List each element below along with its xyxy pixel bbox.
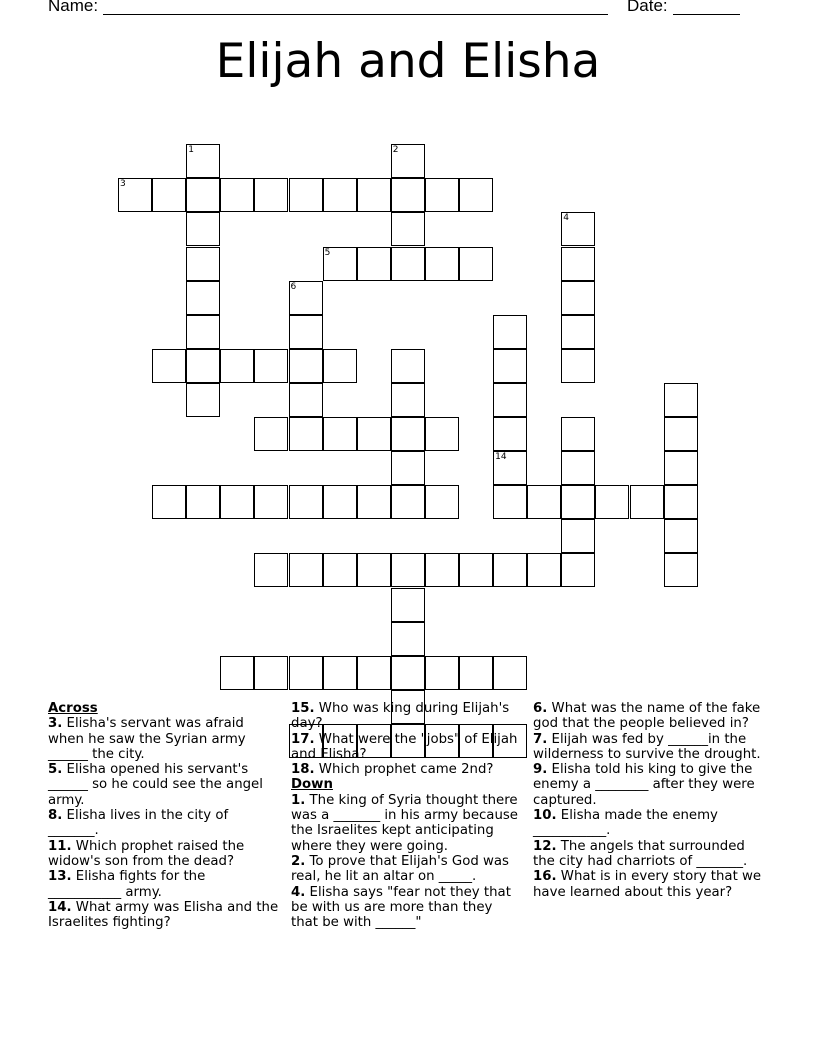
clue-item-text: To prove that Elijah's God was real, he lit an altar on _____. bbox=[291, 853, 509, 885]
crossword-cell[interactable] bbox=[186, 349, 220, 383]
crossword-cell[interactable] bbox=[561, 281, 595, 315]
crossword-cell[interactable] bbox=[357, 247, 391, 281]
clue-item-number: 2. bbox=[291, 853, 306, 869]
clue-number: 3 bbox=[120, 179, 126, 190]
clue-item bbox=[291, 701, 523, 732]
crossword-cell[interactable] bbox=[391, 656, 425, 690]
crossword-cell[interactable] bbox=[323, 656, 357, 690]
crossword-cell[interactable] bbox=[493, 656, 527, 690]
clue-item-text: Elisha fights for the ___________ army. bbox=[48, 869, 206, 900]
clue-item-number: 18. bbox=[291, 762, 315, 778]
crossword-cell[interactable] bbox=[493, 553, 527, 587]
clue-item-text: What army was Elisha and the Israelites fighting? bbox=[48, 899, 279, 931]
crossword-cell[interactable] bbox=[561, 519, 595, 553]
crossword-cell[interactable] bbox=[664, 383, 698, 417]
crossword-cell[interactable] bbox=[493, 349, 527, 383]
clue-item bbox=[533, 808, 769, 839]
clue-item-text: Elisha told his king to give the enemy a ________ after they were captured. bbox=[533, 762, 755, 808]
clue-number: 14 bbox=[495, 452, 507, 463]
crossword-cell[interactable] bbox=[357, 553, 391, 587]
crossword-cell[interactable] bbox=[152, 349, 186, 383]
clue-item-text: Elisha lives in the city of _______. bbox=[48, 808, 229, 839]
clue-item-number: 9. bbox=[533, 762, 548, 778]
crossword-cell[interactable] bbox=[459, 656, 493, 690]
clue-item bbox=[533, 732, 769, 763]
page-title: Elijah and Elisha bbox=[215, 34, 601, 89]
crossword-cell[interactable] bbox=[391, 417, 425, 451]
clue-number: 2 bbox=[392, 145, 399, 156]
clue-item-number: 11. bbox=[48, 838, 72, 854]
clue-item-number: 10. bbox=[533, 808, 557, 824]
crossword-cell[interactable] bbox=[357, 178, 391, 212]
crossword-cell[interactable] bbox=[493, 383, 527, 417]
crossword-cell[interactable] bbox=[323, 349, 357, 383]
crossword-cell[interactable] bbox=[459, 553, 493, 587]
clue-item-text: Who was king during Elijah's day? bbox=[291, 701, 510, 732]
crossword-cell[interactable] bbox=[664, 417, 698, 451]
crossword-cell[interactable] bbox=[425, 178, 459, 212]
clue-number: 6 bbox=[290, 281, 297, 292]
clue-item-text: What were the "jobs" of Elijah and Elisha? bbox=[291, 731, 518, 762]
crossword-cell[interactable] bbox=[391, 553, 425, 587]
clue-item-text: The angels that surrounded the city had charriots of _______. bbox=[533, 838, 748, 869]
crossword-cell[interactable] bbox=[425, 485, 459, 519]
clue-item-text: What was the name of the fake god that the people believed in? bbox=[533, 701, 761, 732]
clue-item bbox=[533, 701, 769, 732]
clue-item-number: 3. bbox=[48, 716, 63, 732]
crossword-cell[interactable] bbox=[391, 247, 425, 281]
crossword-cell[interactable] bbox=[289, 349, 323, 383]
crossword-cell[interactable] bbox=[254, 485, 288, 519]
crossword-cell[interactable] bbox=[323, 485, 357, 519]
crossword-cell[interactable] bbox=[186, 178, 220, 212]
clue-item-text: Elisha's servant was afraid when he saw the Syrian army ______ the city. bbox=[48, 716, 246, 762]
crossword-cell[interactable] bbox=[289, 553, 323, 587]
clue-item bbox=[291, 793, 523, 854]
clue-column-2 bbox=[291, 701, 523, 930]
name-label: Name: bbox=[48, 0, 99, 15]
clue-item-number: 8. bbox=[48, 808, 63, 824]
crossword-cell[interactable] bbox=[561, 417, 595, 451]
crossword-cell[interactable] bbox=[630, 485, 664, 519]
crossword-cell[interactable] bbox=[459, 178, 493, 212]
crossword-cell[interactable] bbox=[186, 144, 220, 178]
crossword-cell[interactable] bbox=[391, 588, 425, 622]
crossword-cell[interactable] bbox=[186, 485, 220, 519]
crossword-cell[interactable] bbox=[289, 315, 323, 349]
crossword-cell[interactable] bbox=[459, 247, 493, 281]
crossword-cell[interactable] bbox=[357, 656, 391, 690]
crossword-cell[interactable] bbox=[425, 417, 459, 451]
clue-item bbox=[291, 732, 523, 763]
crossword-cell[interactable] bbox=[254, 178, 288, 212]
clue-item-number: 13. bbox=[48, 869, 72, 885]
crossword-cell[interactable] bbox=[561, 247, 595, 281]
crossword-cell[interactable] bbox=[220, 656, 254, 690]
clue-item-text: The king of Syria thought there was a _______ in his army because the Israelites kept anticipating where they were going. bbox=[291, 792, 518, 854]
crossword-cell[interactable] bbox=[561, 212, 595, 246]
crossword-cell[interactable] bbox=[323, 247, 357, 281]
crossword-cell[interactable] bbox=[220, 485, 254, 519]
clue-item bbox=[48, 900, 280, 931]
crossword-cell[interactable] bbox=[254, 656, 288, 690]
crossword-cell[interactable] bbox=[186, 315, 220, 349]
clue-number: 1 bbox=[188, 145, 194, 156]
crossword-cell[interactable] bbox=[186, 247, 220, 281]
clue-item-number: 16. bbox=[533, 869, 557, 885]
crossword-cell[interactable] bbox=[357, 417, 391, 451]
clue-item bbox=[48, 839, 280, 870]
crossword-cell[interactable] bbox=[391, 144, 425, 178]
crossword-cell[interactable] bbox=[664, 519, 698, 553]
clue-item-number: 14. bbox=[48, 899, 72, 915]
clue-item bbox=[533, 762, 769, 808]
clue-item-number: 4. bbox=[291, 884, 306, 900]
crossword-cell[interactable] bbox=[561, 553, 595, 587]
clue-item-text: Which prophet raised the widow's son from the dead? bbox=[48, 838, 245, 869]
date-label: Date: bbox=[627, 0, 668, 15]
crossword-cell[interactable] bbox=[118, 178, 152, 212]
clue-item-text: Elisha made the enemy ___________. bbox=[533, 808, 718, 839]
crossword-cell[interactable] bbox=[561, 451, 595, 485]
clue-column-3 bbox=[533, 701, 769, 900]
clue-item-number: 12. bbox=[533, 838, 557, 854]
crossword-cell[interactable] bbox=[391, 485, 425, 519]
clue-item bbox=[533, 839, 769, 870]
crossword-cell[interactable] bbox=[391, 383, 425, 417]
crossword-cell[interactable] bbox=[425, 656, 459, 690]
crossword-cell[interactable] bbox=[493, 451, 527, 485]
clue-item bbox=[291, 762, 523, 777]
clue-item-text: Elijah was fed by ______in the wilderness to survive the drought. bbox=[533, 731, 761, 762]
crossword-cell[interactable] bbox=[595, 485, 629, 519]
clue-item bbox=[291, 854, 523, 885]
clue-item-number: 17. bbox=[291, 731, 315, 747]
clue-item-number: 5. bbox=[48, 762, 63, 778]
clue-item-text: What is in every story that we have learned about this year? bbox=[533, 869, 762, 900]
clue-item-number: 7. bbox=[533, 731, 548, 747]
crossword-cell[interactable] bbox=[664, 485, 698, 519]
crossword-cell[interactable] bbox=[323, 417, 357, 451]
crossword-cell[interactable] bbox=[254, 417, 288, 451]
clue-item bbox=[48, 869, 280, 900]
crossword-cell[interactable] bbox=[323, 553, 357, 587]
crossword-cell[interactable] bbox=[493, 315, 527, 349]
crossword-cell[interactable] bbox=[425, 247, 459, 281]
crossword-cell[interactable] bbox=[357, 485, 391, 519]
clue-item bbox=[48, 762, 280, 808]
crossword-cell[interactable] bbox=[289, 656, 323, 690]
crossword-cell[interactable] bbox=[493, 485, 527, 519]
crossword-cell[interactable] bbox=[220, 178, 254, 212]
crossword-cell[interactable] bbox=[561, 349, 595, 383]
crossword-cell[interactable] bbox=[289, 485, 323, 519]
crossword-cell[interactable] bbox=[289, 383, 323, 417]
crossword-cell[interactable] bbox=[391, 622, 425, 656]
crossword-cell[interactable] bbox=[561, 315, 595, 349]
clue-item-number: 15. bbox=[291, 701, 315, 716]
crossword-cell[interactable] bbox=[527, 553, 561, 587]
clue-item bbox=[48, 716, 280, 762]
crossword-cell[interactable] bbox=[527, 485, 561, 519]
clue-item bbox=[291, 885, 523, 931]
crossword-cell[interactable] bbox=[152, 485, 186, 519]
clue-item bbox=[48, 808, 280, 839]
crossword-cell[interactable] bbox=[220, 349, 254, 383]
clue-item-text: Elisha says "fear not they that be with us are more than they that be with ______" bbox=[291, 884, 511, 931]
clue-item bbox=[533, 869, 769, 900]
crossword-cell[interactable] bbox=[254, 349, 288, 383]
clue-heading: Down bbox=[291, 777, 333, 793]
crossword-cell[interactable] bbox=[186, 383, 220, 417]
clue-heading: Across bbox=[48, 701, 98, 716]
crossword-cell[interactable] bbox=[152, 178, 186, 212]
crossword-cell[interactable] bbox=[493, 417, 527, 451]
clue-item-number: 6. bbox=[533, 701, 548, 716]
crossword-cell[interactable] bbox=[289, 417, 323, 451]
crossword-cell[interactable] bbox=[664, 553, 698, 587]
crossword-cell[interactable] bbox=[664, 451, 698, 485]
crossword-cell[interactable] bbox=[289, 281, 323, 315]
crossword-cell[interactable] bbox=[323, 178, 357, 212]
crossword-cell[interactable] bbox=[391, 212, 425, 246]
crossword-cell[interactable] bbox=[186, 281, 220, 315]
crossword-cell[interactable] bbox=[254, 553, 288, 587]
crossword-cell[interactable] bbox=[391, 178, 425, 212]
crossword-cell[interactable] bbox=[425, 553, 459, 587]
clue-column-1 bbox=[48, 701, 280, 930]
clue-number: 5 bbox=[324, 247, 331, 258]
crossword-cell[interactable] bbox=[289, 178, 323, 212]
clue-number: 4 bbox=[563, 213, 570, 224]
clue-item-text: Which prophet came 2nd? bbox=[318, 762, 494, 778]
clue-item-text: Elisha opened his servant's ______ so he could see the angel army. bbox=[48, 762, 263, 808]
clue-item-number: 1. bbox=[291, 792, 306, 808]
crossword-cell[interactable] bbox=[186, 212, 220, 246]
crossword-cell[interactable] bbox=[561, 485, 595, 519]
crossword-cell[interactable] bbox=[391, 451, 425, 485]
crossword-cell[interactable] bbox=[391, 349, 425, 383]
